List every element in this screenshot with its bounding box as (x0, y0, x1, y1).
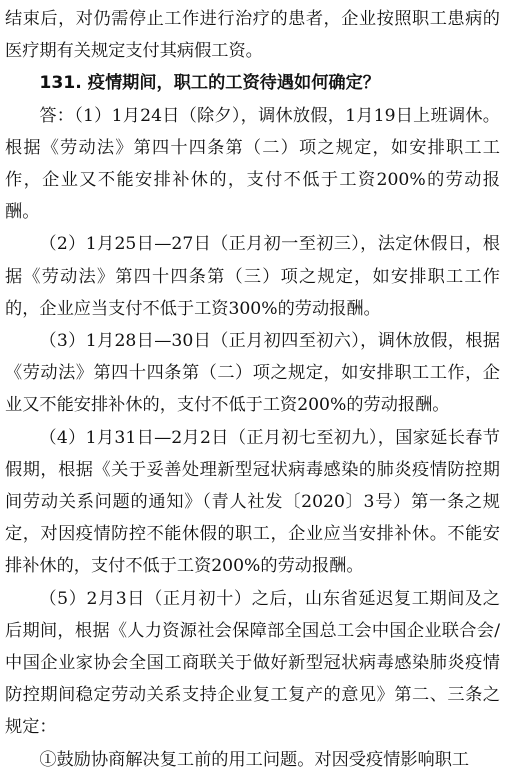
answer-paragraph-5: （5）2月3日（正月初十）之后，山东省延迟复工期间及之后期间，根据《人力资源社会保障部全国总工会中国企业联合会/中国企业家协会全国工商联关于做好新型冠状病毒感染肺炎疫情防控期间稳定劳动关系支持企业复工复产的意见》第二、三条之规定： (5, 588, 500, 738)
answer-paragraph-2: （2）1月25日—27日（正月初一至初三），法定休假日，根据《劳动法》第四十四条第（三）项之规定，如安排职工工作的，企业应当支付不低于工资300%的劳动报酬。 (5, 234, 500, 319)
question-heading: 131. 疫情期间，职工的工资待遇如何确定？ (39, 73, 380, 94)
answer-paragraph-4: （4）1月31日—2月2日（正月初七至初九），国家延长春节假期，根据《关于妥善处理新型冠状病毒感染的肺炎疫情防控期间劳动关系问题的通知》（青人社发〔2020〕3号）第一条之规定，对因疫情防控不能休假的职工，企业应当安排补休。不能安排补休的，支付不低于工资200%的劳动报酬。 (5, 427, 500, 577)
paragraph-continuation: 结束后，对仍需停止工作进行治疗的患者，企业按照职工患病的医疗期有关规定支付其病假工资。 (5, 9, 500, 62)
answer-paragraph-3: （3）1月28日—30日（正月初四至初六），调休放假，根据《劳动法》第四十四条第（二）项之规定，如安排职工工作，企业又不能安排补休的，支付不低于工资200%的劳动报酬。 (5, 331, 500, 416)
answer-paragraph-6: ①鼓励协商解决复工前的用工问题。对因受疫情影响职工 (39, 749, 470, 770)
answer-paragraph-1: 答：（1）1月24日（除夕），调休放假，1月19日上班调休。根据《劳动法》第四十四条第（二）项之规定，如安排职工工作，企业又不能安排补休的，支付不低于工资200%的劳动报酬。 (5, 105, 500, 223)
